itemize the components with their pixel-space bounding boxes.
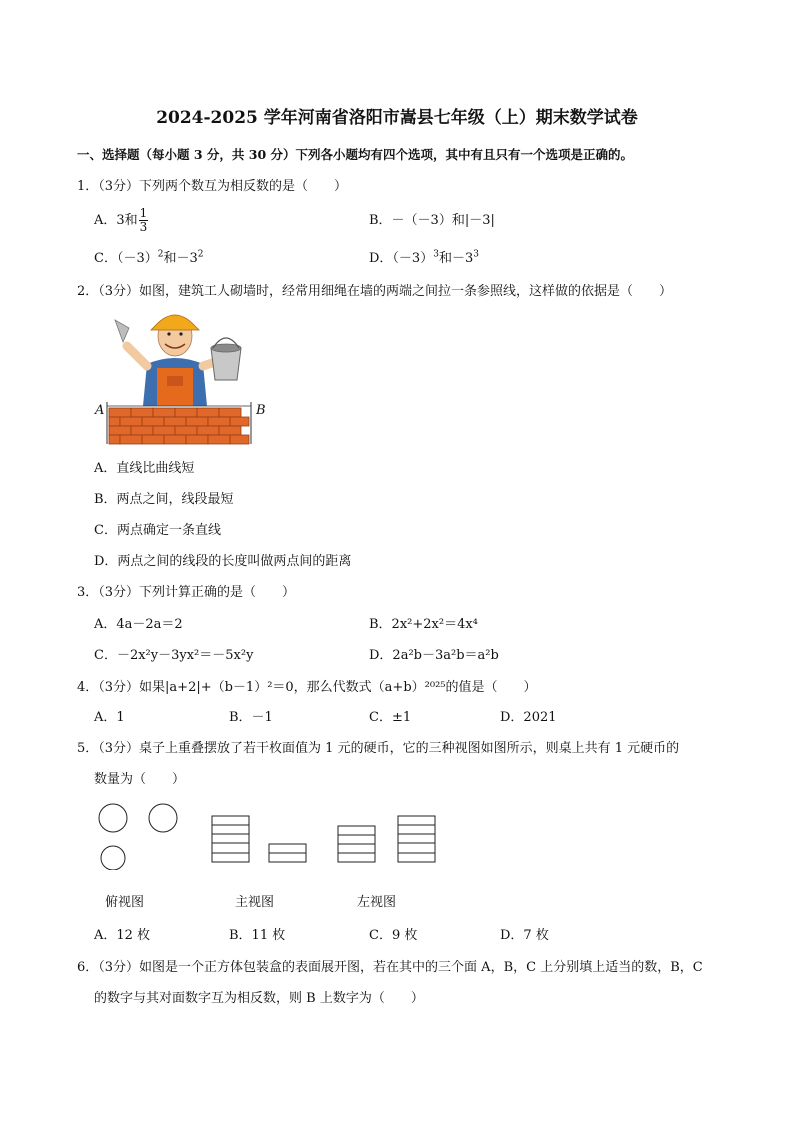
q3-option-d: D．2a²b－3a²b＝a²b — [369, 648, 499, 663]
q5-option-b: B．11 枚 — [229, 928, 286, 943]
fraction — [139, 207, 149, 234]
q1-stem: 1．（3分）下列两个数互为相反数的是（ ） — [77, 179, 348, 194]
q3-option-b: B．2x²+2x²＝4x⁴ — [369, 617, 478, 632]
q4-option-b: B．－1 — [229, 710, 273, 725]
q4-option-c: C．±1 — [369, 710, 412, 725]
q5-option-c: C．9 枚 — [369, 928, 418, 943]
caption-left-view: 左视图 — [357, 895, 397, 910]
q5-stem-line2: 数量为（ ） — [94, 772, 186, 787]
q4-stem: 4．（3分）如果|a+2|+（b－1）²＝0，那么代数式（a+b）²⁰²⁵的值是（ ） — [77, 680, 537, 695]
q5-option-a: A．12 枚 — [94, 928, 151, 943]
fraction-numerator: 1 — [139, 206, 148, 220]
section-heading: 一、选择题（每小题 3 分，共 30 分）下列各小题均有四个选项，其中有且只有一个选项是正确的。 — [77, 147, 634, 162]
bricklayer-illustration — [95, 306, 275, 448]
page-title: 2024-2025 学年河南省洛阳市嵩县七年级（上）期末数学试卷 — [156, 108, 638, 128]
q3-stem: 3．（3分）下列计算正确的是（ ） — [77, 585, 296, 600]
q1-option-b: B．－（－3）和|－3| — [369, 213, 495, 228]
q1-option-c — [94, 247, 203, 266]
point-label-a: A — [95, 403, 105, 418]
q5-option-d: D．7 枚 — [500, 928, 549, 943]
exponent: 2 — [197, 249, 204, 260]
caption-front-view: 主视图 — [235, 895, 275, 910]
q2-option-c: C．两点确定一条直线 — [94, 523, 221, 538]
q2-option-d: D．两点之间的线段的长度叫做两点间的距离 — [94, 554, 352, 569]
q5-stem-line1: 5．（3分）桌子上重叠摆放了若干枚面值为 1 元的硬币，它的三种视图如图所示，则桌上共有 1 元硬币的 — [77, 741, 680, 756]
q2-option-b: B．两点之间，线段最短 — [94, 492, 234, 507]
q3-option-c: C．－2x²y－3yx²＝－5x²y — [94, 648, 254, 663]
q1-option-a — [94, 207, 148, 234]
point-label-b: B — [256, 403, 266, 418]
q1-option-d-base: D．（－3） — [369, 251, 434, 266]
q6-stem-line2: 的数字与其对面数字互为相反数，则 B 上数字为（ ） — [94, 991, 424, 1006]
q3-option-a: A．4a－2a＝2 — [94, 617, 183, 632]
q1-option-d-mid: 和－3 — [438, 251, 474, 266]
coin-views-figure — [95, 800, 445, 870]
q1-option-c-mid: 和－3 — [163, 251, 198, 266]
q2-option-a: A．直线比曲线短 — [94, 461, 195, 476]
exponent: 2 — [157, 249, 164, 260]
exponent: 3 — [473, 249, 479, 260]
q4-option-d: D．2021 — [500, 710, 557, 725]
fraction-denominator: 3 — [139, 220, 148, 234]
q2-stem: 2．（3分）如图，建筑工人砌墙时，经常用细绳在墙的两端之间拉一条参照线，这样做的依据是（ ） — [77, 284, 673, 299]
q1-option-d — [369, 247, 479, 266]
q4-option-a: A．1 — [94, 710, 125, 725]
exponent: 3 — [433, 249, 439, 260]
q6-stem-line1: 6．（3分）如图是一个正方体包装盒的表面展开图，若在其中的三个面 A，B，C 上分别填上适当的数，B，C — [77, 960, 703, 975]
caption-top-view: 俯视图 — [105, 895, 145, 910]
q1-option-a-text: A．3和 — [94, 213, 138, 228]
q1-option-c-base: C．（－3） — [94, 251, 158, 266]
